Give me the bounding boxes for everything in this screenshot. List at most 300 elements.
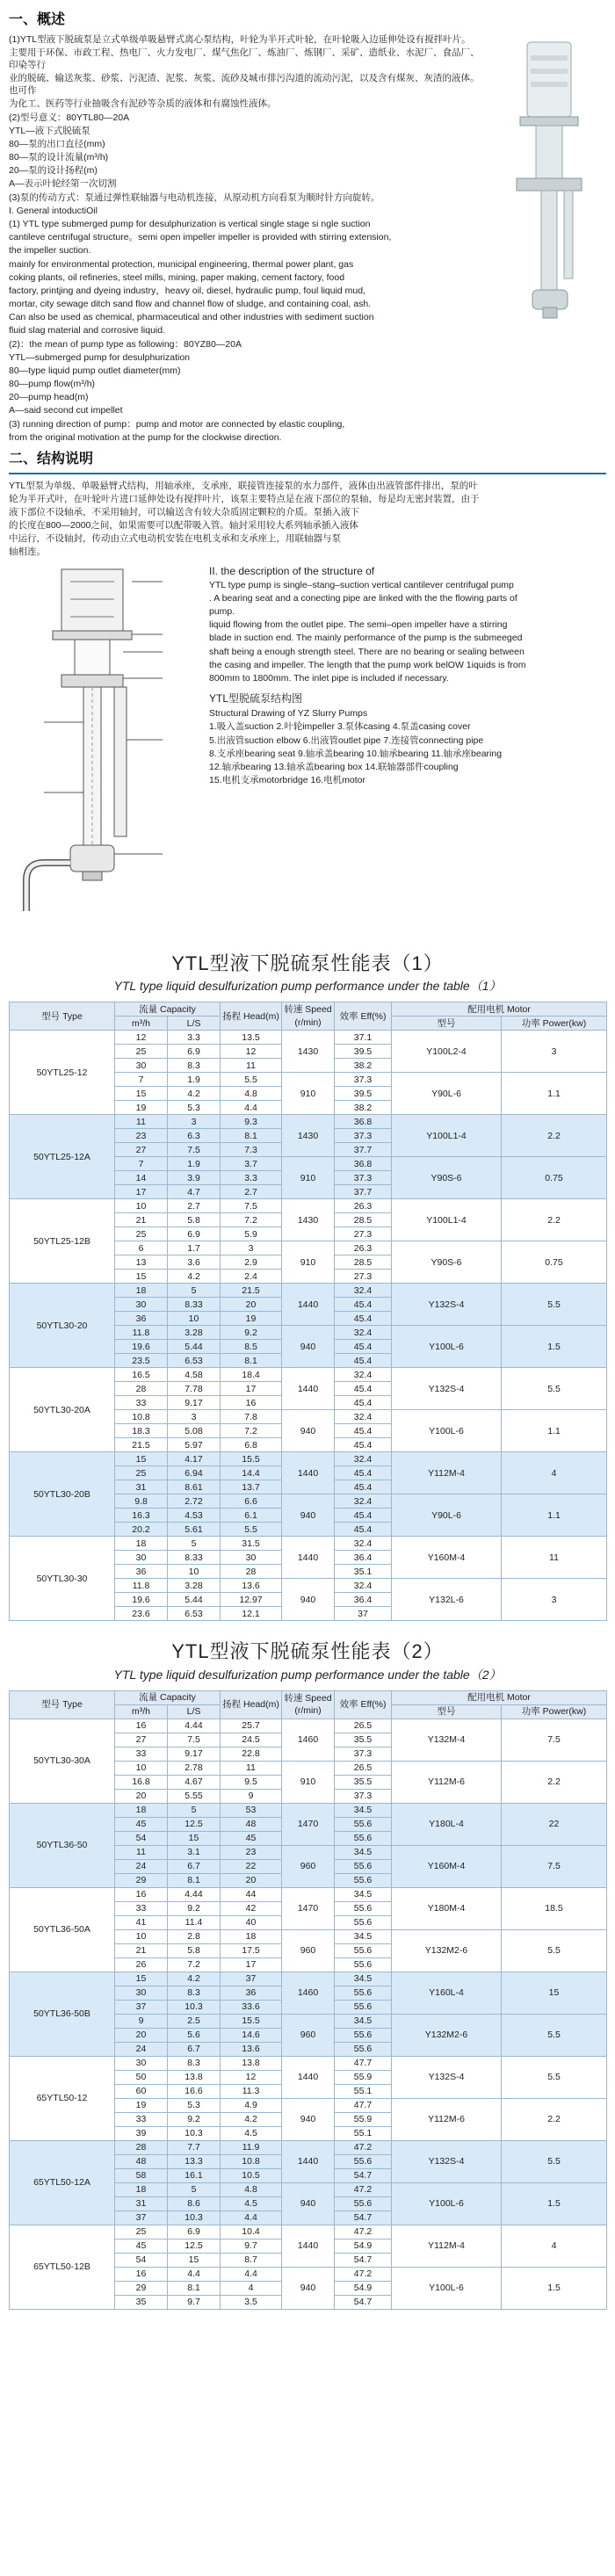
model-group <box>10 1452 607 1537</box>
text-line: fluid slag material and corrosive liquid. <box>9 325 166 336</box>
eff-cell: 55.6 <box>335 2000 392 2014</box>
capacity-m3h-cell: 18.3 <box>115 1424 168 1438</box>
model-cell: 65YTL50-12A <box>10 2140 115 2225</box>
header-motor-type: 型号 <box>392 1017 502 1031</box>
capacity-ls-cell: 5.3 <box>168 2098 221 2112</box>
head-cell: 5.5 <box>221 1073 282 1087</box>
eff-cell: 45.4 <box>335 1340 392 1354</box>
capacity-ls-cell: 4.2 <box>168 1972 221 1986</box>
model-cell: 65YTL50-12B <box>10 2225 115 2309</box>
model-group <box>10 1719 607 1803</box>
speed-cell: 1430 <box>282 1031 335 1073</box>
motor-type-cell: Y132M-4 <box>392 1719 502 1761</box>
eff-cell: 37.3 <box>335 1129 392 1143</box>
table-row <box>10 1115 607 1129</box>
capacity-ls-cell: 6.9 <box>168 2225 221 2239</box>
model-group <box>10 1115 607 1199</box>
eff-cell: 47.2 <box>335 2182 392 2196</box>
speed-cell: 1430 <box>282 1199 335 1241</box>
capacity-m3h-cell: 33 <box>115 2112 168 2126</box>
text-line: (3) running direction of pump：pump and motor are connected by elastic coupling, <box>9 418 345 430</box>
head-cell: 7.8 <box>221 1410 282 1424</box>
header-model: 型号 Type <box>10 1690 115 1719</box>
capacity-m3h-cell: 23.6 <box>115 1607 168 1621</box>
capacity-m3h-cell: 7 <box>115 1157 168 1171</box>
head-cell: 9.7 <box>221 2239 282 2253</box>
text-line: 5.出液管suction elbow 6.出液管outlet pipe 7.连接管connecting pipe <box>209 734 484 746</box>
motor-type-cell: Y90L-6 <box>392 1494 502 1537</box>
text-line: 80—type liquid pump outlet diameter(mm) <box>9 365 181 376</box>
eff-cell: 26.5 <box>335 1761 392 1775</box>
eff-cell: 26.5 <box>335 1719 392 1733</box>
head-cell: 21.5 <box>221 1284 282 1298</box>
text-line: pump. <box>209 606 235 618</box>
header-motor: 配用电机 Motor <box>392 1002 607 1017</box>
eff-cell: 55.6 <box>335 1943 392 1957</box>
speed-cell: 1460 <box>282 1972 335 2014</box>
eff-cell: 45.4 <box>335 1424 392 1438</box>
speed-cell: 940 <box>282 2098 335 2140</box>
text-line: factory, printjing and dyeing industry，heavy oil, diesel, hydraulic pump, foul liquid mud, <box>9 285 366 296</box>
text-line: 轮为半开式叶，在叶轮叶片进口延伸处设有搅拌叶片，该泵主要特点是在液下部位的泵轴，每是均无密封装置，由于 <box>9 493 480 504</box>
head-cell: 4 <box>221 2281 282 2295</box>
model-group <box>10 1368 607 1452</box>
capacity-m3h-cell: 7 <box>115 1073 168 1087</box>
speed-cell: 1440 <box>282 1284 335 1326</box>
eff-cell: 32.4 <box>335 1452 392 1466</box>
capacity-ls-cell: 8.33 <box>168 1551 221 1565</box>
head-cell: 40 <box>221 1915 282 1929</box>
capacity-m3h-cell: 48 <box>115 2154 168 2168</box>
capacity-m3h-cell: 27 <box>115 1733 168 1747</box>
text-line: 20—泵的设计扬程(m) <box>9 165 98 177</box>
model-cell: 50YTL36-50B <box>10 1972 115 2056</box>
capacity-ls-cell: 6.53 <box>168 1354 221 1368</box>
header-power: 功率 Power(kw) <box>502 1017 607 1031</box>
eff-cell: 45.4 <box>335 1298 392 1312</box>
power-cell: 2.2 <box>502 1761 607 1803</box>
capacity-ls-cell: 4.44 <box>168 1719 221 1733</box>
eff-cell: 32.4 <box>335 1537 392 1551</box>
capacity-ls-cell: 5.08 <box>168 1424 221 1438</box>
capacity-m3h-cell: 25 <box>115 1227 168 1241</box>
capacity-m3h-cell: 18 <box>115 1803 168 1817</box>
motor-type-cell: Y112M-6 <box>392 1761 502 1803</box>
model-group <box>10 1284 607 1368</box>
structure-cn-text <box>9 480 606 559</box>
text-line: cantileve centrifugal structure。semi open impeller impeller is provided with stirring extension, <box>9 232 392 243</box>
model-cell: 50YTL30-30 <box>10 1537 115 1621</box>
motor-type-cell: Y90S-6 <box>392 1241 502 1284</box>
table-row <box>10 1199 607 1213</box>
header-head: 扬程 Head(m) <box>221 1690 282 1719</box>
eff-cell: 37.3 <box>335 1171 392 1185</box>
head-cell: 22.8 <box>221 1747 282 1761</box>
capacity-ls-cell: 4.17 <box>168 1452 221 1466</box>
header-capacity: 流量 Capacity <box>115 1690 221 1704</box>
speed-cell: 940 <box>282 1326 335 1368</box>
capacity-m3h-cell: 15 <box>115 1270 168 1284</box>
capacity-m3h-cell: 36 <box>115 1312 168 1326</box>
capacity-m3h-cell: 6 <box>115 1241 168 1255</box>
head-cell: 3.7 <box>221 1157 282 1171</box>
capacity-ls-cell: 11.4 <box>168 1915 221 1929</box>
eff-cell: 45.4 <box>335 1354 392 1368</box>
model-cell: 50YTL25-12B <box>10 1199 115 1284</box>
power-cell: 5.5 <box>502 2056 607 2098</box>
capacity-m3h-cell: 13 <box>115 1255 168 1270</box>
eff-cell: 34.5 <box>335 1887 392 1901</box>
model-cell: 50YTL30-20 <box>10 1284 115 1368</box>
eff-cell: 54.9 <box>335 2281 392 2295</box>
capacity-ls-cell: 4.2 <box>168 1087 221 1101</box>
header-eff: 效率 Eff(%) <box>335 1690 392 1719</box>
structure-en-column <box>209 564 606 933</box>
eff-cell: 35.5 <box>335 1775 392 1789</box>
capacity-ls-cell: 5.8 <box>168 1943 221 1957</box>
eff-cell: 55.6 <box>335 2042 392 2056</box>
capacity-ls-cell: 3 <box>168 1115 221 1129</box>
capacity-m3h-cell: 29 <box>115 2281 168 2295</box>
eff-cell: 36.8 <box>335 1115 392 1129</box>
capacity-m3h-cell: 54 <box>115 2253 168 2267</box>
eff-cell: 38.2 <box>335 1101 392 1115</box>
capacity-m3h-cell: 58 <box>115 2168 168 2182</box>
power-cell: 5.5 <box>502 1929 607 1972</box>
model-cell: 65YTL50-12 <box>10 2056 115 2140</box>
head-cell: 13.7 <box>221 1480 282 1494</box>
eff-cell: 47.2 <box>335 2267 392 2281</box>
text-line: liquid flowing from the outlet pipe. The semi–open impeller have a stirring <box>209 619 508 631</box>
model-cell: 50YTL30-20B <box>10 1452 115 1537</box>
eff-cell: 34.5 <box>335 1929 392 1943</box>
capacity-ls-cell: 4.67 <box>168 1775 221 1789</box>
capacity-ls-cell: 9.2 <box>168 1901 221 1915</box>
capacity-m3h-cell: 21 <box>115 1213 168 1227</box>
text-line: (1)YTL型液下脱硫泵是立式单级单吸悬臂式离心泵结构，叶轮为半开式叶轮，在叶轮吸入边延伸处设有搅拌叶片。 <box>9 33 471 45</box>
eff-cell: 55.6 <box>335 2154 392 2168</box>
model-group <box>10 2225 607 2309</box>
capacity-ls-cell: 6.9 <box>168 1227 221 1241</box>
head-cell: 8.1 <box>221 1129 282 1143</box>
capacity-m3h-cell: 10.8 <box>115 1410 168 1424</box>
head-cell: 11.3 <box>221 2084 282 2098</box>
power-cell: 1.5 <box>502 2267 607 2309</box>
eff-cell: 37 <box>335 1607 392 1621</box>
eff-cell: 45.4 <box>335 1523 392 1537</box>
eff-cell: 32.4 <box>335 1410 392 1424</box>
power-cell: 11 <box>502 1537 607 1579</box>
capacity-ls-cell: 8.61 <box>168 1480 221 1494</box>
power-cell: 2.2 <box>502 1115 607 1157</box>
speed-cell: 940 <box>282 2182 335 2225</box>
capacity-ls-cell: 16.1 <box>168 2168 221 2182</box>
capacity-m3h-cell: 20 <box>115 1789 168 1803</box>
capacity-m3h-cell: 31 <box>115 2196 168 2211</box>
text-line: YTL型泵为单级、单吸悬臂式结构，用轴承座，支承座，联接管连接泵的水力部件，液体由出液管部件排出，泵的叶 <box>9 480 478 491</box>
text-line: (3)泵的传动方式：泵通过弹性联轴器与电动机连接，从原动机方向看泵为顺时针方向旋转。 <box>9 192 380 203</box>
head-cell: 4.5 <box>221 2126 282 2140</box>
speed-cell: 1470 <box>282 1803 335 1845</box>
text-line: 80—pump flow(m³/h) <box>9 379 96 390</box>
head-cell: 12.97 <box>221 1593 282 1607</box>
head-cell: 31.5 <box>221 1537 282 1551</box>
capacity-m3h-cell: 41 <box>115 1915 168 1929</box>
capacity-ls-cell: 8.33 <box>168 1298 221 1312</box>
motor-type-cell: Y132M2-6 <box>392 2014 502 2056</box>
capacity-m3h-cell: 25 <box>115 1466 168 1480</box>
capacity-m3h-cell: 33 <box>115 1747 168 1761</box>
text-line: 液下部位不设轴承，不采用轴封，可以输送含有较大杂质固定颗粒的介质。泵插入液下 <box>9 506 359 517</box>
eff-cell: 47.2 <box>335 2225 392 2239</box>
capacity-ls-cell: 5.44 <box>168 1340 221 1354</box>
motor-type-cell: Y132L-6 <box>392 1579 502 1621</box>
capacity-ls-cell: 15 <box>168 2253 221 2267</box>
capacity-ls-cell: 4.58 <box>168 1368 221 1382</box>
heading-divider <box>9 473 606 474</box>
capacity-ls-cell: 4.2 <box>168 1270 221 1284</box>
motor-type-cell: Y160M-4 <box>392 1537 502 1579</box>
capacity-m3h-cell: 30 <box>115 2056 168 2070</box>
capacity-m3h-cell: 45 <box>115 1817 168 1831</box>
capacity-ls-cell: 1.7 <box>168 1241 221 1255</box>
speed-cell: 1440 <box>282 1368 335 1410</box>
structural-drawing-figure <box>9 564 202 933</box>
capacity-ls-cell: 5.61 <box>168 1523 221 1537</box>
head-cell: 19 <box>221 1312 282 1326</box>
eff-cell: 47.7 <box>335 2056 392 2070</box>
eff-cell: 54.9 <box>335 2239 392 2253</box>
capacity-m3h-cell: 9 <box>115 2014 168 2028</box>
capacity-ls-cell: 10 <box>168 1565 221 1579</box>
motor-type-cell: Y132S-4 <box>392 1368 502 1410</box>
capacity-m3h-cell: 33 <box>115 1396 168 1410</box>
head-cell: 7.2 <box>221 1213 282 1227</box>
power-cell: 1.1 <box>502 1073 607 1115</box>
capacity-m3h-cell: 17 <box>115 1185 168 1199</box>
header-motor-type: 型号 <box>392 1704 502 1719</box>
capacity-ls-cell: 9.2 <box>168 2112 221 2126</box>
capacity-m3h-cell: 50 <box>115 2070 168 2084</box>
table-row <box>10 2056 607 2070</box>
capacity-ls-cell: 9.17 <box>168 1396 221 1410</box>
table-row <box>10 1537 607 1551</box>
capacity-m3h-cell: 18 <box>115 1537 168 1551</box>
header-motor: 配用电机 Motor <box>392 1690 607 1704</box>
text-line: YTL—submerged pump for desulphurization <box>9 351 191 363</box>
text-line: Can also be used as chemical, pharmaceutical and other industries with sediment suction <box>9 312 374 323</box>
head-cell: 4.8 <box>221 2182 282 2196</box>
eff-cell: 35.1 <box>335 1565 392 1579</box>
head-cell: 13.6 <box>221 2042 282 2056</box>
capacity-ls-cell: 8.6 <box>168 2196 221 2211</box>
text-line: YTL—液下式脱硫泵 <box>9 125 90 136</box>
power-cell: 22 <box>502 1803 607 1845</box>
eff-cell: 54.7 <box>335 2253 392 2267</box>
capacity-m3h-cell: 10 <box>115 1929 168 1943</box>
capacity-ls-cell: 6.3 <box>168 1129 221 1143</box>
head-cell: 48 <box>221 1817 282 1831</box>
head-cell: 42 <box>221 1901 282 1915</box>
eff-cell: 38.2 <box>335 1059 392 1073</box>
capacity-ls-cell: 2.7 <box>168 1199 221 1213</box>
model-group <box>10 1972 607 2056</box>
capacity-m3h-cell: 33 <box>115 1901 168 1915</box>
table2-title-en: YTL type liquid desulfurization pump performance under the table（2） <box>113 1667 502 1682</box>
text-line: 业的脱硫、输送灰浆、砂浆、污泥渣、泥浆、灰浆、流砂及城市排污沟道的流动污泥，以及含有煤灰、灰渣的液体。也可作 <box>9 73 480 97</box>
legend-rows <box>209 720 606 786</box>
motor-type-cell: Y90S-6 <box>392 1157 502 1199</box>
model-group <box>10 1031 607 1115</box>
overview-section <box>9 33 606 445</box>
capacity-ls-cell: 5 <box>168 1803 221 1817</box>
capacity-ls-cell: 10.3 <box>168 2211 221 2225</box>
motor-type-cell: Y112M-6 <box>392 2098 502 2140</box>
table-row <box>10 2225 607 2239</box>
capacity-ls-cell: 10 <box>168 1312 221 1326</box>
speed-cell: 940 <box>282 1579 335 1621</box>
head-cell: 5.9 <box>221 1227 282 1241</box>
capacity-m3h-cell: 18 <box>115 1284 168 1298</box>
eff-cell: 27.3 <box>335 1270 392 1284</box>
capacity-m3h-cell: 30 <box>115 1298 168 1312</box>
capacity-m3h-cell: 37 <box>115 2000 168 2014</box>
capacity-ls-cell: 5 <box>168 1537 221 1551</box>
capacity-m3h-cell: 54 <box>115 1831 168 1845</box>
head-cell: 28 <box>221 1565 282 1579</box>
power-cell: 0.75 <box>502 1157 607 1199</box>
head-cell: 12 <box>221 1045 282 1059</box>
head-cell: 3.5 <box>221 2295 282 2309</box>
capacity-m3h-cell: 19.6 <box>115 1340 168 1354</box>
header-speed: 转速 Speed (r/min) <box>282 1002 335 1031</box>
speed-cell: 1460 <box>282 1719 335 1761</box>
capacity-m3h-cell: 19.6 <box>115 1593 168 1607</box>
eff-cell: 27.3 <box>335 1227 392 1241</box>
head-cell: 11 <box>221 1761 282 1775</box>
overview-text <box>9 33 483 445</box>
table1-title-cn: YTL型液下脱硫泵性能表（1） <box>171 952 444 974</box>
power-cell: 1.1 <box>502 1410 607 1452</box>
eff-cell: 39.5 <box>335 1045 392 1059</box>
speed-cell: 940 <box>282 1410 335 1452</box>
eff-cell: 39.5 <box>335 1087 392 1101</box>
text-line: I. General intoductiOil <box>9 205 98 216</box>
model-cell: 50YTL25-12A <box>10 1115 115 1199</box>
capacity-m3h-cell: 12 <box>115 1031 168 1045</box>
structure-section <box>9 564 606 933</box>
header-power: 功率 Power(kw) <box>502 1704 607 1719</box>
capacity-ls-cell: 5.44 <box>168 1593 221 1607</box>
text-line: 15.电机支承motorbridge 16.电机motor <box>209 775 365 786</box>
capacity-m3h-cell: 11.8 <box>115 1579 168 1593</box>
head-cell: 7.3 <box>221 1143 282 1157</box>
eff-cell: 36.8 <box>335 1157 392 1171</box>
head-cell: 45 <box>221 1831 282 1845</box>
motor-type-cell: Y100L-6 <box>392 2182 502 2225</box>
power-cell: 7.5 <box>502 1845 607 1887</box>
head-cell: 9 <box>221 1789 282 1803</box>
motor-type-cell: Y180L-4 <box>392 1803 502 1845</box>
header-speed: 转速 Speed (r/min) <box>282 1690 335 1719</box>
capacity-m3h-cell: 36 <box>115 1565 168 1579</box>
eff-cell: 45.4 <box>335 1509 392 1523</box>
pump-photo-figure <box>492 33 606 323</box>
capacity-m3h-cell: 16.3 <box>115 1509 168 1523</box>
head-cell: 14.6 <box>221 2028 282 2042</box>
text-line: 12.轴承bearing 13.轴承盖bearing box 14.联轴器部件coupling <box>209 761 459 772</box>
eff-cell: 55.6 <box>335 1957 392 1972</box>
head-cell: 2.7 <box>221 1185 282 1199</box>
eff-cell: 32.4 <box>335 1494 392 1509</box>
capacity-m3h-cell: 11 <box>115 1845 168 1859</box>
capacity-ls-cell: 8.3 <box>168 1059 221 1073</box>
model-cell: 50YTL30-20A <box>10 1368 115 1452</box>
power-cell: 2.2 <box>502 2098 607 2140</box>
capacity-ls-cell: 8.3 <box>168 1986 221 2000</box>
text-line: shaft being a enough strength steel. There are no bearing or sealing between <box>209 646 525 657</box>
motor-type-cell: Y132S-4 <box>392 2140 502 2182</box>
speed-cell: 910 <box>282 1157 335 1199</box>
capacity-ls-cell: 2.72 <box>168 1494 221 1509</box>
head-cell: 5.5 <box>221 1523 282 1537</box>
power-cell: 5.5 <box>502 1368 607 1410</box>
table-row <box>10 1452 607 1466</box>
power-cell: 5.5 <box>502 1284 607 1326</box>
capacity-ls-cell: 8.3 <box>168 2056 221 2070</box>
capacity-ls-cell: 7.2 <box>168 1957 221 1972</box>
head-cell: 12 <box>221 2070 282 2084</box>
text-line: (1) YTL type submerged pump for desulphurization is vertical single stage si ngle suction <box>9 219 371 229</box>
capacity-ls-cell: 7.5 <box>168 1143 221 1157</box>
motor-type-cell: Y112M-4 <box>392 2225 502 2267</box>
power-cell: 5.5 <box>502 2014 607 2056</box>
eff-cell: 55.1 <box>335 2126 392 2140</box>
model-group <box>10 2056 607 2140</box>
head-cell: 13.6 <box>221 1579 282 1593</box>
eff-cell: 37.3 <box>335 1789 392 1803</box>
capacity-m3h-cell: 19 <box>115 1101 168 1115</box>
capacity-ls-cell: 1.9 <box>168 1157 221 1171</box>
capacity-m3h-cell: 28 <box>115 1382 168 1396</box>
speed-cell: 910 <box>282 1241 335 1284</box>
head-cell: 4.5 <box>221 2196 282 2211</box>
speed-cell: 910 <box>282 1761 335 1803</box>
eff-cell: 34.5 <box>335 1845 392 1859</box>
speed-cell: 1440 <box>282 1452 335 1494</box>
section-overview-heading: 一、概述 <box>9 12 66 27</box>
capacity-ls-cell: 8.1 <box>168 2281 221 2295</box>
table-row <box>10 1803 607 1817</box>
model-group <box>10 1199 607 1284</box>
head-cell: 11 <box>221 1059 282 1073</box>
eff-cell: 34.5 <box>335 1972 392 1986</box>
head-cell: 17 <box>221 1957 282 1972</box>
head-cell: 7.2 <box>221 1424 282 1438</box>
eff-cell: 37.3 <box>335 1073 392 1087</box>
head-cell: 44 <box>221 1887 282 1901</box>
header-head: 扬程 Head(m) <box>221 1002 282 1031</box>
capacity-m3h-cell: 9.8 <box>115 1494 168 1509</box>
motor-type-cell: Y112M-4 <box>392 1452 502 1494</box>
text-line: the casing and impeller. The length that the pump work belOW 1iquids is from <box>209 659 526 670</box>
text-line: (2)型号意义：80YTL80—20A <box>9 112 130 123</box>
capacity-m3h-cell: 16.8 <box>115 1775 168 1789</box>
capacity-m3h-cell: 16 <box>115 1887 168 1901</box>
capacity-ls-cell: 13.8 <box>168 2070 221 2084</box>
head-cell: 4.4 <box>221 2211 282 2225</box>
capacity-ls-cell: 12.5 <box>168 1817 221 1831</box>
